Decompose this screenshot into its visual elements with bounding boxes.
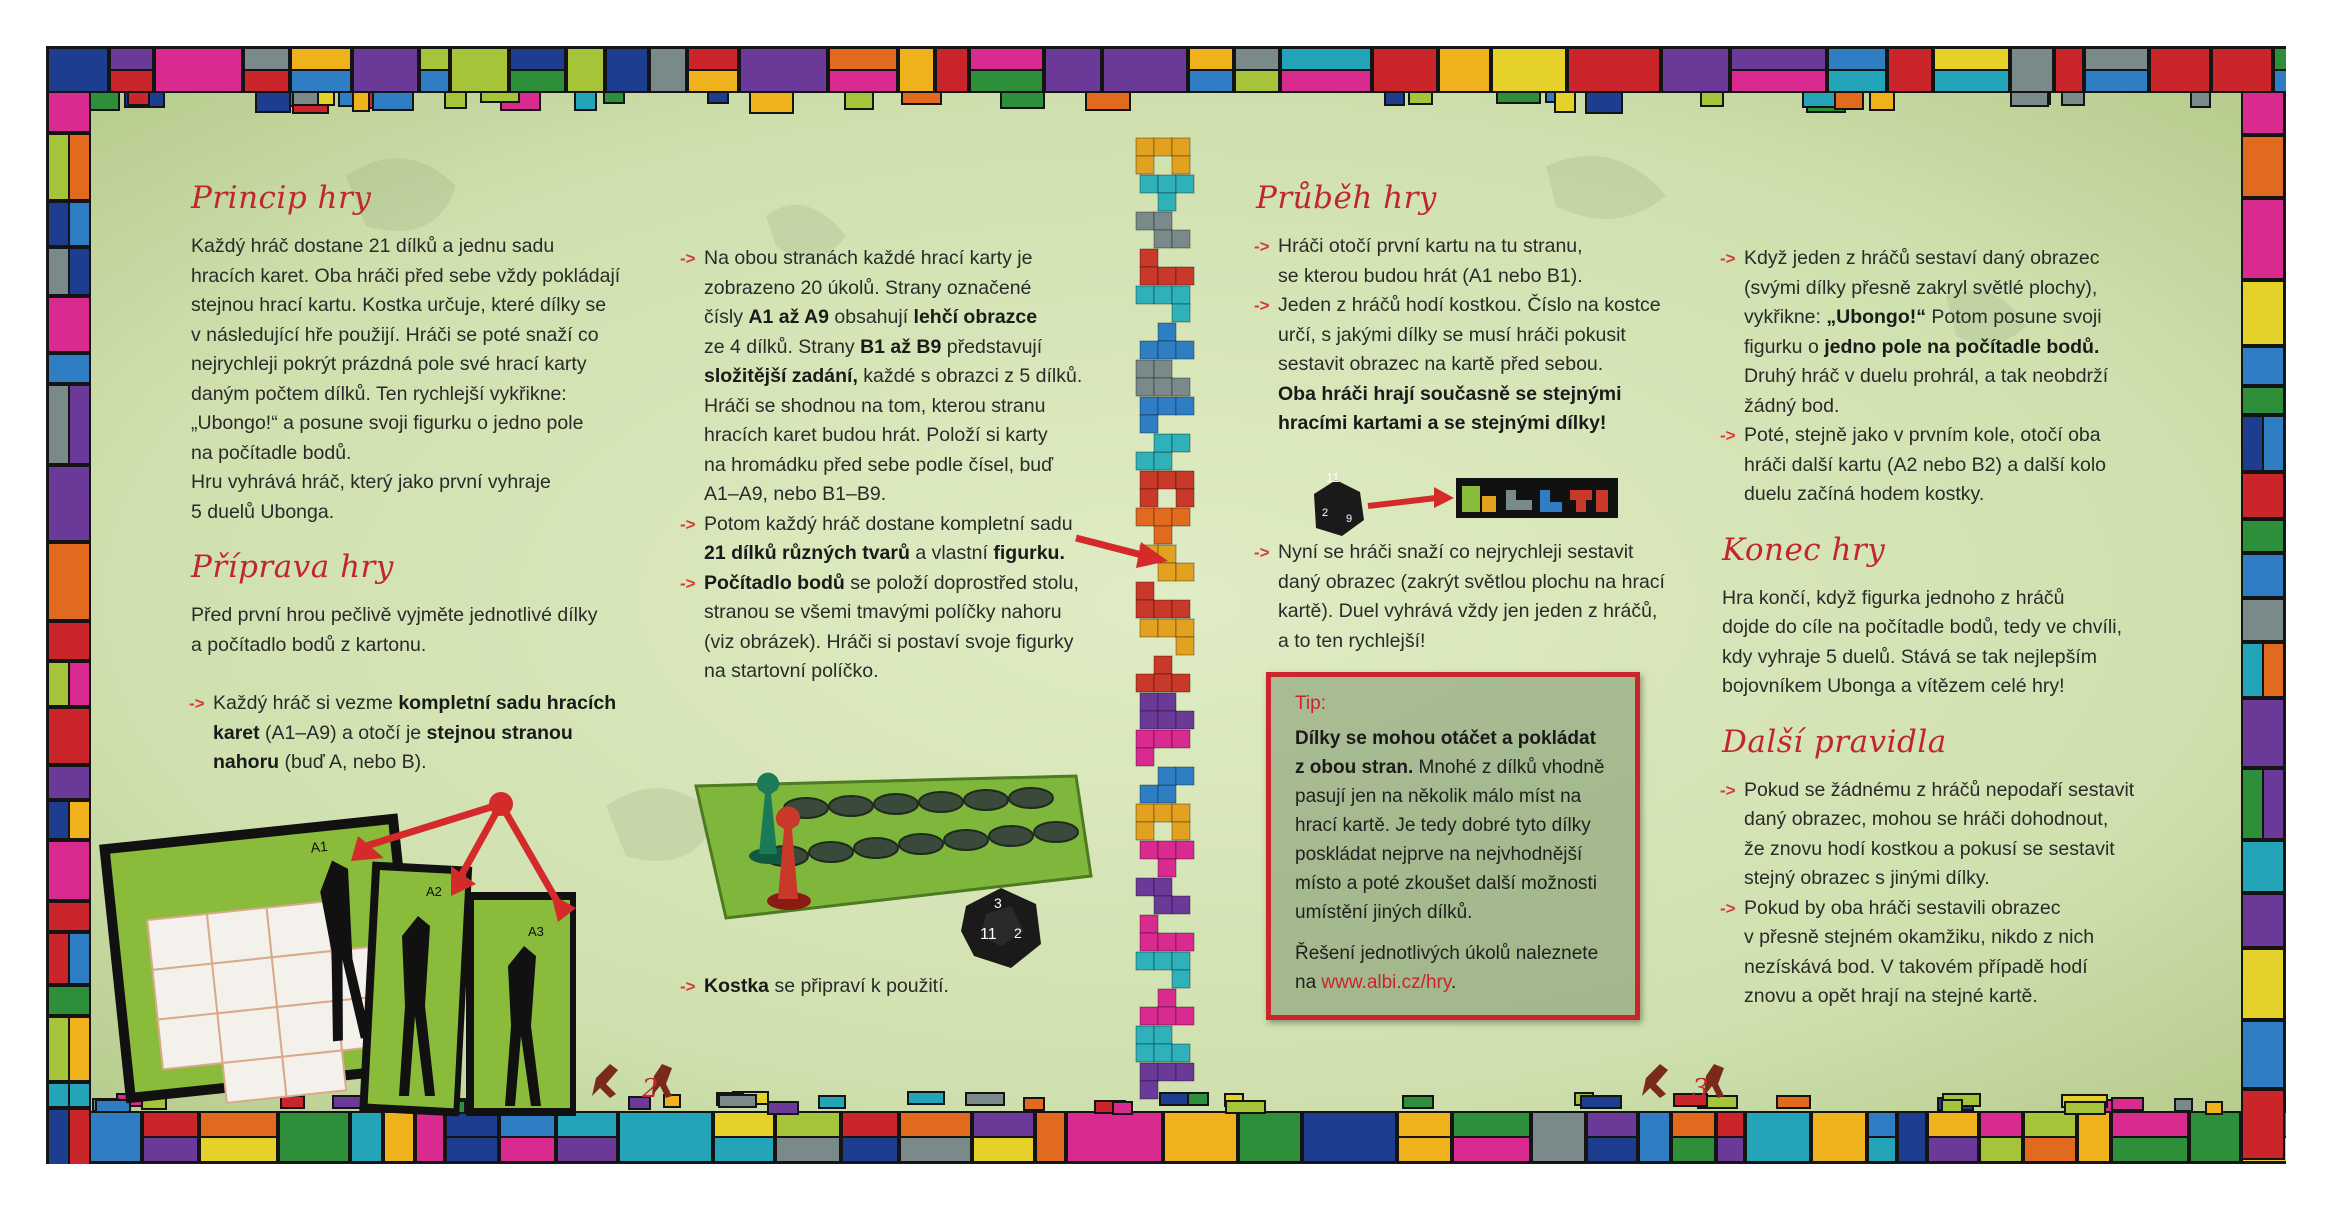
- tip-text: Dílky se mohou otáčet a pokládat z obou stran. Mnohé z dílků vhodně pasují jen na několik málo míst na hrací kartě. Je tedy dobré tyto dílky poskládat nejprve na nejvhodnější místo a poté zkoušet další možnosti umístění jiných dílků.: [1295, 728, 1605, 923]
- more-rules-bullet-2: -> Pokud by oba hráči sestavili obrazec v přesně stejném okamžiku, nikdo z nich nezískává bod. V takovém případě hodí znovu a opět hrají na stejné kartě.: [1722, 894, 2182, 1012]
- heading-preparation: Příprava hry: [191, 549, 394, 585]
- column-2: [682, 244, 1142, 687]
- preparation-line: Před první hrou pečlivě vyjměte jednotlivé dílky: [191, 604, 598, 626]
- principle-line: daným počtem dílků. Ten rychlejší vykřikne:: [191, 382, 567, 405]
- heading-end: Konec hry: [1722, 531, 1886, 568]
- end-line: dojde do cíle na počítadle bodů, tedy ve chvíli,: [1722, 616, 2123, 638]
- puzzle-pieces-stack: [1136, 138, 1194, 1099]
- die-label-3: 3: [994, 895, 1002, 911]
- card-label-a3: A3: [528, 924, 544, 939]
- course-bullet-3: -> Nyní se hráči snaží co nejrychleji sestavit daný obrazec (zakrýt světlou plochu na hrací kartě). Duel vyhrává vždy jen jeden z hráčů, a to ten rychlejší!: [1256, 538, 1696, 656]
- card-label-a1: A1: [309, 837, 329, 856]
- principle-line: nejrychleji pokrýt prázdná pole své hrací karty: [191, 353, 587, 375]
- mini-die-label-2: 2: [1322, 507, 1329, 519]
- tip-box: [1266, 672, 1640, 1020]
- principle-line: stejnou hrací kartu. Kostka určuje, které dílky se: [191, 294, 607, 316]
- heading-course: Průběh hry: [1256, 180, 1437, 216]
- course-bullet-1: -> Hráči otočí první kartu na tu stranu, se kterou budou hrát (A1 nebo B1).: [1256, 232, 1696, 291]
- page-number-right: 3: [1692, 1074, 1709, 1104]
- albi-link[interactable]: www.albi.cz/hry: [1321, 972, 1451, 993]
- preparation-line: a počítadlo bodů z kartonu.: [191, 633, 427, 656]
- column-1: [191, 178, 631, 778]
- more-rules-bullet-1: -> Pokud se žádnému z hráčů nepodaří sestavit daný obrazec, mohou se hráči dohodnout, že znovu hodí kostkou a pokusí se sestavit stejný obrazec s jinými dílky.: [1722, 776, 2182, 894]
- preparation-bullet: -> Každý hráč si vezme kompletní sadu hracích karet (A1–A9) a otočí je stejnou stranou nahoru (buď A, nebo B).: [191, 689, 631, 778]
- end-line: bojovníkem Ubonga a vítězem celé hry!: [1722, 675, 2065, 697]
- die-bullet: -> Kostka se připraví k použití.: [682, 972, 1142, 1002]
- tip-solutions: Řešení jednotlivých úkolů naleznete na www.albi.cz/hry.: [1295, 943, 1599, 993]
- end-line: kdy vyhraje 5 duelů. Stává se tak nejlepším: [1722, 645, 2098, 668]
- die-label-2: 2: [1014, 925, 1022, 941]
- column-3: [1256, 178, 1696, 439]
- heading-more-rules: Další pravidla: [1722, 723, 1947, 760]
- die-bullet-wrap: [682, 972, 1142, 1002]
- column-4: [1722, 244, 2182, 1012]
- card-label-a2: A2: [426, 884, 442, 899]
- die-label-11: 11: [980, 926, 997, 943]
- cards-bullet: -> Na obou stranách každé hrací karty je zobrazeno 20 úkolů. Strany označené čísly A1 až A9 obsahují lehčí obrazce ze 4 dílků. Strany B1 až B9 představují složitější zadání, každé s obrazci z 5 dílků. Hráči se shodnou na tom, kterou stranu hracích karet budou hrát. Položí si karty na hromádku před sebe podle čísel, buď A1–A9, nebo B1–B9.: [682, 244, 1142, 510]
- course-bullet-2: -> Jeden z hráčů hodí kostkou. Číslo na kostce určí, s jakými dílky se musí hráči pokusit sestavit obrazec na kartě před sebou. Oba hráči hrají současně se stejnými hracími kartami a se stejnými dílky!: [1256, 291, 1696, 439]
- principle-line: hracích karet. Oba hráči před sebe vždy pokládají: [191, 264, 621, 287]
- next-round-bullet: -> Poté, stejně jako v prvním kole, otočí oba hráči další kartu (A2 nebo B2) a další kolo duelu začíná hodem kostky.: [1722, 421, 2182, 510]
- principle-line: Každý hráč dostane 21 dílků a jednu sadu: [191, 235, 555, 257]
- booklet-spread: [46, 46, 2286, 1164]
- pieces-bullet: -> Potom každý hráč dostane kompletní sadu 21 dílků různých tvarů a vlastní figurku.: [682, 510, 1142, 569]
- principle-line: „Ubongo!“ a posune svoji figurku o jedno pole: [191, 412, 584, 434]
- column-3b: [1256, 538, 1696, 656]
- end-line: Hra končí, když figurka jednoho z hráčů: [1722, 586, 2065, 609]
- pieces-strip-icon: [1456, 478, 1618, 518]
- counter-bullet: -> Počítadlo bodů se položí doprostřed stolu, stranou se všemi tmavými políčky nahoru (viz obrázek). Hráči si postaví svoje figurky na startovní políčko.: [682, 569, 1142, 687]
- tip-title: Tip:: [1295, 693, 1326, 714]
- principle-line: Hru vyhrává hráč, který jako první vyhraje: [191, 471, 551, 493]
- mini-die-label-11: 11: [1326, 470, 1340, 485]
- page-number-left: 2: [642, 1074, 659, 1104]
- mini-die-label-9: 9: [1346, 513, 1353, 525]
- ubongo-bullet: -> Když jeden z hráčů sestaví daný obrazec (svými dílky přesně zakryl světlé plochy), vykřikne: „Ubongo!“ Potom posune svoji figurku o jedno pole na počítadle bodů. Druhý hráč v duelu prohrál, a tak neobdrží žádný bod.: [1722, 244, 2182, 421]
- heading-principle: Princip hry: [191, 180, 372, 216]
- principle-line: na počítadle bodů.: [191, 441, 352, 464]
- principle-line: 5 duelů Ubonga.: [191, 500, 335, 523]
- principle-line: v následující hře použijí. Hráči se poté snaží co: [191, 323, 599, 346]
